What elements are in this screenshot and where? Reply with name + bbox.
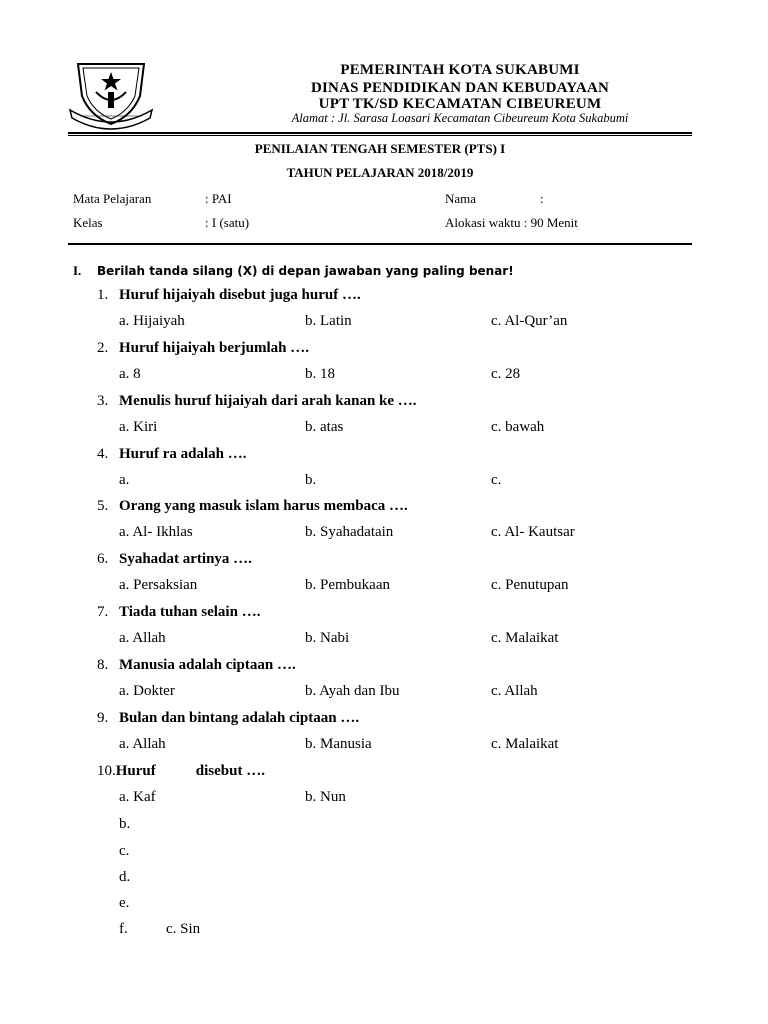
q2-option-a: a. 8 [119,366,141,382]
q7-option-a: a. Allah [119,630,166,646]
sukabumi-emblem-logo [66,58,156,130]
question-text: Menulis huruf hijaiyah dari arah kanan ke …. [119,393,417,409]
q7-option-b: b. Nabi [305,630,350,646]
header-divider-thin [68,135,692,136]
q10-extra-c: c. [119,843,130,859]
header-address: Alamat : Jl. Sarasa Loasari Kecamatan Cibeureum Kota Sukabumi [291,111,629,125]
question-text: Syahadat artinya …. [119,551,252,567]
q1-option-a: a. Hijaiyah [119,313,185,329]
section-instruction [73,263,514,279]
question-number: 4. [97,446,109,462]
question-4 [97,446,247,463]
q4-option-a: a. [119,472,130,488]
q10-extra-e: e. [119,895,130,911]
header-divider [68,132,692,134]
question-1 [97,287,361,304]
section-instruction-text: Berilah tanda silang (X) di depan jawaban yang paling benar! [97,264,514,278]
question-text: Bulan dan bintang adalah ciptaan …. [119,710,360,726]
question-number: 1. [97,287,109,303]
class-value: : I (satu) [205,215,250,230]
q5-option-a: a. Al- Ikhlas [119,524,193,540]
q1-option-b: b. Latin [305,313,352,329]
q8-option-b: b. Ayah dan Ibu [305,683,400,699]
question-9 [97,710,359,727]
name-colon: : [540,191,544,206]
question-text-part1: Huruf [115,763,156,779]
question-number: 5. [97,498,109,514]
q6-option-b: b. Pembukaan [305,577,390,593]
q9-option-a: a. Allah [119,736,166,752]
question-8 [97,657,296,674]
q5-option-b: b. Syahadatain [305,524,394,540]
q10-extra-d: d. [119,869,131,885]
question-10 [97,763,265,780]
question-2 [97,340,309,357]
question-5 [97,498,408,515]
question-number: 10. [97,763,116,779]
header-government: PEMERINTAH KOTA SUKABUMI [340,62,580,78]
q3-option-c: c. bawah [491,419,545,435]
question-text: Tiada tuhan selain …. [119,604,261,620]
section-number: I. [73,263,82,278]
q2-option-b: b. 18 [305,366,335,382]
q4-option-c: c. [491,472,502,488]
q10-extra-f-text: c. Sin [166,921,201,937]
question-number: 9. [97,710,109,726]
question-text-part2: disebut …. [195,763,265,779]
header-department: DINAS PENDIDIKAN DAN KEBUDAYAAN [310,80,610,96]
q8-option-c: c. Allah [491,683,538,699]
info-divider [68,243,692,245]
q9-option-c: c. Malaikat [491,736,559,752]
q6-option-a: a. Persaksian [119,577,198,593]
exam-year: TAHUN PELAJARAN 2018/2019 [286,165,474,180]
q9-option-b: b. Manusia [305,736,372,752]
q10-option-a: a. Kaf [119,789,156,805]
q3-option-a: a. Kiri [119,419,158,435]
q3-option-b: b. atas [305,419,344,435]
q10-option-b: b. Nun [305,789,346,805]
question-number: 8. [97,657,109,673]
question-6 [97,551,252,568]
question-text: Manusia adalah ciptaan …. [119,657,296,673]
question-3 [97,393,417,410]
question-number: 2. [97,340,109,356]
q7-option-c: c. Malaikat [491,630,559,646]
q1-option-c: c. Al-Qur’an [491,313,568,329]
question-number: 6. [97,551,109,567]
question-number: 3. [97,393,109,409]
subject-label: Mata Pelajaran [73,191,152,206]
question-text: Huruf hijaiyah disebut juga huruf …. [119,287,361,303]
name-label: Nama [445,191,477,206]
q6-option-c: c. Penutupan [491,577,569,593]
question-number: 7. [97,604,109,620]
question-7 [97,604,260,621]
time-allocation: Alokasi waktu : 90 Menit [445,215,578,230]
q5-option-c: c. Al- Kautsar [491,524,575,540]
question-text: Huruf ra adalah …. [119,446,247,462]
q10-extra-b: b. [119,816,131,832]
q10-extra-f: f. [119,921,128,937]
header-unit: UPT TK/SD KECAMATAN CIBEUREUM [318,96,602,112]
question-text: Huruf hijaiyah berjumlah …. [119,340,310,356]
question-text: Orang yang masuk islam harus membaca …. [119,498,408,514]
q2-option-c: c. 28 [491,366,521,382]
class-label: Kelas [73,215,103,230]
q8-option-a: a. Dokter [119,683,175,699]
subject-value: : PAI [205,191,232,206]
exam-title: PENILAIAN TENGAH SEMESTER (PTS) I [254,141,506,156]
q4-option-b: b. [305,472,317,488]
